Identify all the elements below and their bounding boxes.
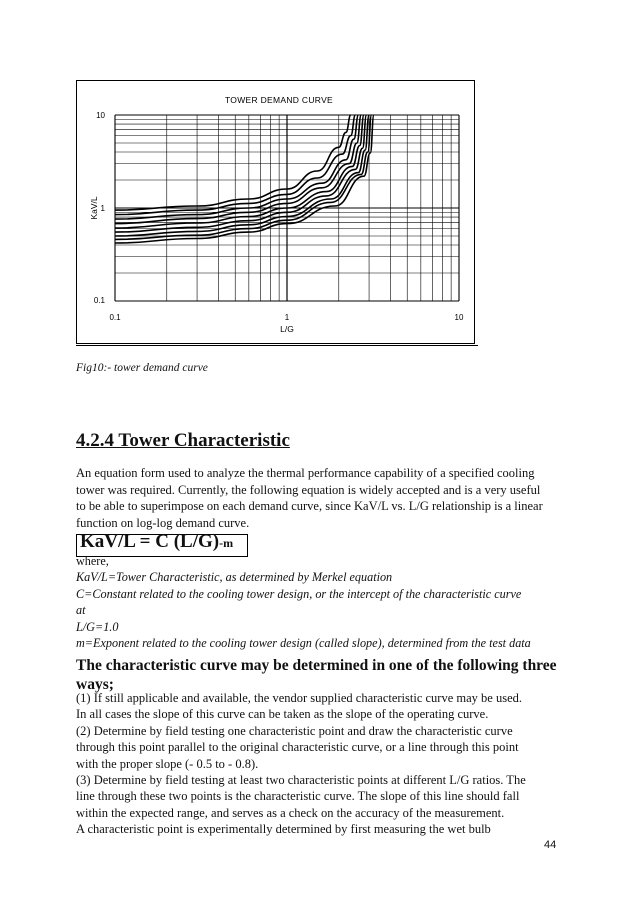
figure-bottom-rule bbox=[76, 345, 478, 346]
chart-title: TOWER DEMAND CURVE bbox=[224, 95, 334, 105]
x-tick-1: 1 bbox=[284, 313, 290, 322]
intro-line: tower was required. Currently, the following equation is widely accepted and is a very useful bbox=[76, 482, 541, 497]
definition-line: at bbox=[76, 603, 86, 618]
methods-line: In all cases the slope of this curve can be taken as the slope of the operating curve. bbox=[76, 707, 489, 722]
methods-line: with the proper slope (- 0.5 to - 0.8). bbox=[76, 756, 259, 771]
methods-line: within the expected range, and serves as a check on the accuracy of the measurement. bbox=[76, 805, 505, 820]
y-tick-0-1: 0.1 bbox=[93, 296, 105, 305]
x-axis-label: L/G bbox=[280, 324, 294, 334]
y-axis-label: KaV/L bbox=[89, 196, 99, 220]
x-tick-0-1: 0.1 bbox=[109, 313, 121, 322]
methods-line: (1) If still applicable and available, the vendor supplied characteristic curve may be used. bbox=[76, 691, 523, 705]
demand-curve-6 bbox=[115, 115, 367, 232]
methods-line: (3) Determine by field testing at least two characteristic points at different L/G ratios. The bbox=[76, 773, 526, 788]
equation-exponent: -m bbox=[219, 536, 234, 550]
methods-heading bbox=[76, 657, 576, 694]
intro-line: function on log-log demand curve. bbox=[76, 515, 250, 530]
chart-curves bbox=[115, 115, 374, 243]
x-tick-10: 10 bbox=[454, 313, 464, 322]
figure-caption: Fig10:- tower demand curve bbox=[76, 362, 208, 374]
methods-heading-line: ways; bbox=[76, 675, 114, 693]
intro-line: to be able to superimpose on each demand curve, since KaV/L vs. L/G relationship is a linear bbox=[76, 499, 543, 514]
methods-paragraph bbox=[76, 690, 576, 838]
definition-line: L/G=1.0 bbox=[76, 619, 119, 634]
definitions-block bbox=[76, 553, 576, 651]
methods-line: A characteristic point is experimentally determined by first measuring the wet bulb bbox=[76, 822, 491, 837]
y-tick-10: 10 bbox=[96, 111, 105, 120]
intro-line: An equation form used to analyze the thermal performance capability of a specified cooling bbox=[76, 466, 535, 480]
methods-line: (2) Determine by field testing one characteristic point and draw the characteristic curve bbox=[76, 723, 513, 738]
methods-line: line through these two points is the characteristic curve. The slope of this line should fall bbox=[76, 789, 520, 804]
page-number: 44 bbox=[544, 839, 557, 851]
definition-line: m=Exponent related to the cooling tower design (called slope), determined from the test data bbox=[76, 636, 531, 651]
where-label: where, bbox=[76, 554, 109, 568]
tower-demand-chart bbox=[77, 81, 474, 343]
y-tick-1: 1 bbox=[100, 204, 105, 213]
definition-line: C=Constant related to the cooling tower design, or the intercept of the characteristic curve bbox=[76, 586, 522, 601]
section-heading: 4.2.4 Tower Characteristic bbox=[76, 430, 290, 451]
characteristic-equation bbox=[80, 531, 233, 553]
methods-line: through this point parallel to the original characteristic curve, or a line through this point bbox=[76, 740, 519, 755]
definition-line: KaV/L=Tower Characteristic, as determined by Merkel equation bbox=[76, 570, 393, 585]
methods-heading-line: The characteristic curve may be determined in one of the following three bbox=[76, 657, 557, 674]
demand-curve-9 bbox=[115, 115, 374, 243]
figure-frame bbox=[76, 80, 475, 344]
equation-main: KaV/L = C (L/G) bbox=[80, 531, 220, 552]
intro-paragraph bbox=[76, 465, 576, 531]
